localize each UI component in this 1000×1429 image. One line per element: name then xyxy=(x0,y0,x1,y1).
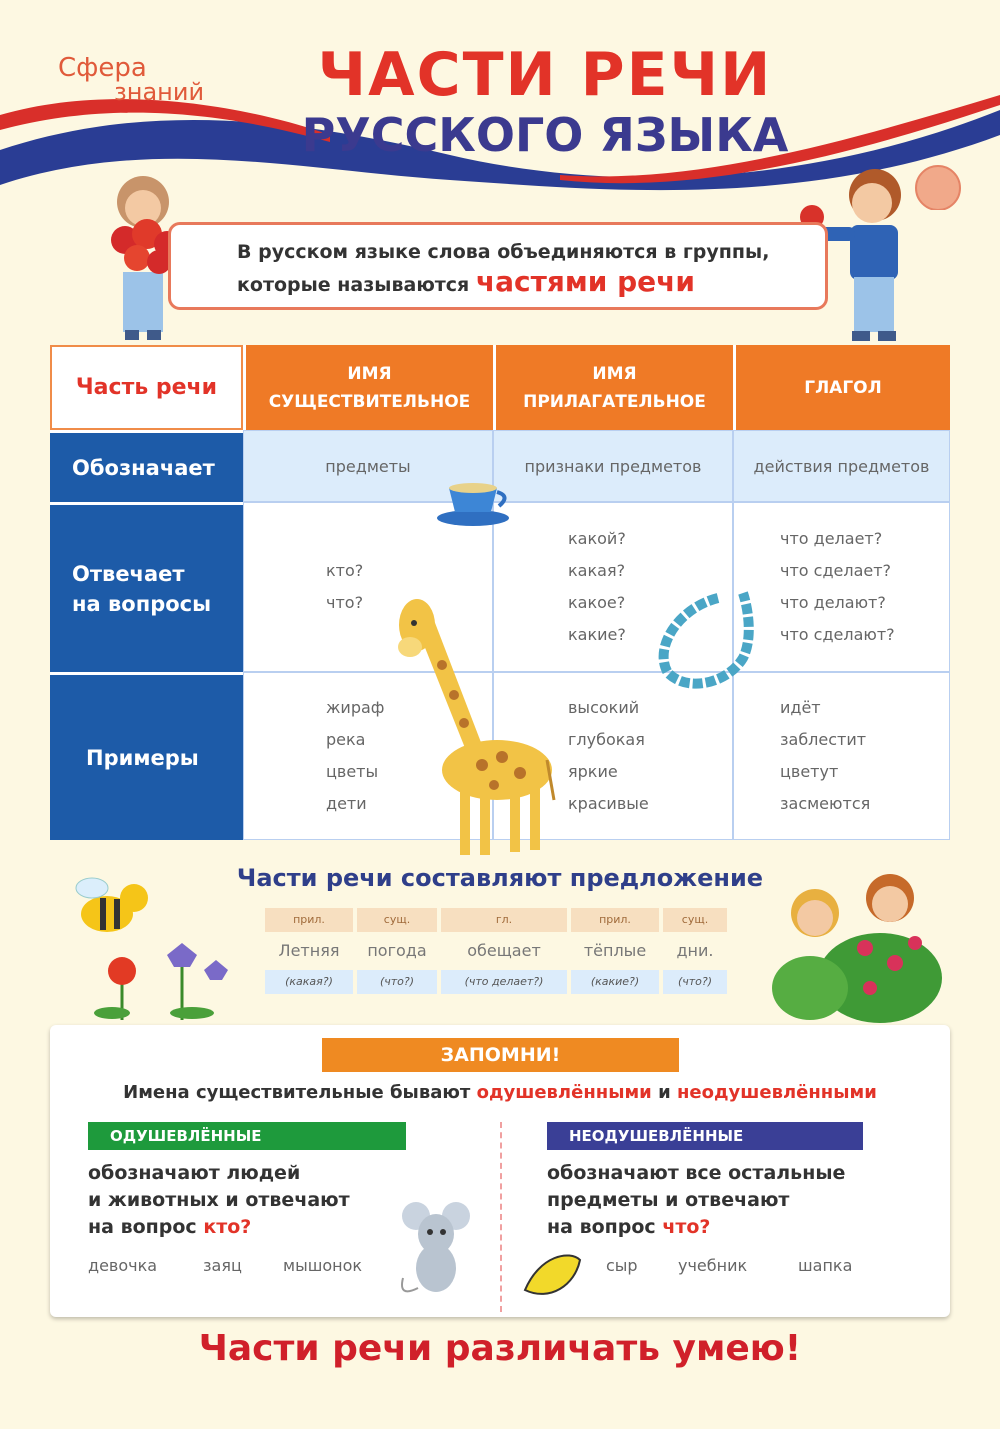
logo-line1: Сфера xyxy=(58,53,147,83)
example-sentence xyxy=(265,908,740,994)
rule-start: Имена существительные бывают xyxy=(123,1082,471,1103)
word-question: (что делает?) xyxy=(441,970,567,994)
intro-box xyxy=(168,222,828,310)
inanimate-example: шапка xyxy=(798,1256,853,1275)
bee-illustration xyxy=(62,866,152,946)
inanimate-example: учебник xyxy=(678,1256,748,1275)
word-question: (какая?) xyxy=(265,970,353,994)
sentence-word: Летняя xyxy=(278,941,340,960)
flowers-illustration xyxy=(92,935,237,1020)
animate-desc-text: на вопрос xyxy=(88,1216,197,1238)
question-item: какая? xyxy=(568,561,626,580)
page-title: ЧАСТИ РЕЧИ xyxy=(317,40,773,110)
footer-slogan: Части речи различать умею! xyxy=(198,1328,802,1369)
intro-line1: В русском языке слова объединяются в группы, xyxy=(237,241,770,263)
question-item: что? xyxy=(326,593,364,612)
question-item: что делают? xyxy=(780,593,886,612)
sentence-word: тёплые xyxy=(583,941,647,960)
sentence-question-row xyxy=(265,970,740,994)
animate-desc-line2: и животных и отвечают xyxy=(88,1189,350,1211)
intro-line2-text: которые называются xyxy=(237,274,470,296)
verb-header-label: ГЛАГОЛ xyxy=(804,377,882,398)
intro-line2 xyxy=(237,267,825,300)
rule-animate: одушевлёнными xyxy=(476,1082,652,1103)
inanimate-question: что? xyxy=(662,1216,711,1238)
animate-example: девочка xyxy=(88,1256,158,1275)
examples-verb xyxy=(733,672,950,840)
example-word: засмеются xyxy=(780,794,871,813)
question-item: кто? xyxy=(326,561,364,580)
sentence-word-row xyxy=(265,932,740,970)
animate-question: кто? xyxy=(203,1216,252,1238)
example-word: красивые xyxy=(568,794,649,813)
table-corner-header: Часть речи xyxy=(50,345,243,430)
example-word: цветы xyxy=(326,762,379,781)
sentence-word: дни. xyxy=(676,941,714,960)
question-item: какой? xyxy=(568,529,626,548)
question-item: что сделает? xyxy=(780,561,892,580)
intro-highlight: частями речи xyxy=(475,265,695,298)
answers-label-line2: на вопросы xyxy=(72,591,212,616)
question-item: что сделают? xyxy=(780,625,895,644)
example-word: яркие xyxy=(568,762,618,781)
example-word: высокий xyxy=(568,698,640,717)
inanimate-desc-text: на вопрос xyxy=(547,1216,656,1238)
inanimate-examples xyxy=(606,1256,896,1275)
adjective-header-line1: ИМЯ xyxy=(592,363,637,384)
animate-label: ОДУШЕВЛЁННЫЕ xyxy=(88,1122,406,1150)
rule-inanimate: неодушевлёнными xyxy=(676,1082,877,1103)
animate-desc-line1: обозначают людей xyxy=(88,1162,301,1184)
noun-header-line1: ИМЯ xyxy=(347,363,392,384)
pos-label: сущ. xyxy=(663,908,727,932)
pos-label: гл. xyxy=(441,908,567,932)
example-word: река xyxy=(326,730,366,749)
mouse-illustration xyxy=(398,1198,478,1298)
column-header-verb xyxy=(733,345,950,430)
word-question: (что?) xyxy=(357,970,437,994)
inanimate-example: сыр xyxy=(606,1256,638,1275)
answers-label-line1: Отвечает xyxy=(72,561,185,586)
example-word: заблестит xyxy=(780,730,867,749)
pos-label: сущ. xyxy=(357,908,437,932)
example-word: цветут xyxy=(780,762,839,781)
giraffe-illustration xyxy=(382,595,557,860)
pos-label: прил. xyxy=(265,908,353,932)
column-header-adjective xyxy=(493,345,733,430)
sentence-word: обещает xyxy=(467,941,541,960)
example-word: дети xyxy=(326,794,367,813)
logo-line2: знаний xyxy=(114,78,205,106)
page-subtitle: РУССКОГО ЯЗЫКА xyxy=(301,108,789,162)
animate-description xyxy=(88,1160,408,1241)
row-label-answers xyxy=(50,502,243,672)
remember-badge: ЗАПОМНИ! xyxy=(322,1038,679,1072)
means-verb: действия предметов xyxy=(733,430,950,502)
row-label-means: Обозначает xyxy=(50,430,243,502)
word-question: (что?) xyxy=(663,970,727,994)
question-item: какие? xyxy=(568,625,626,644)
animate-example: заяц xyxy=(203,1256,242,1275)
animate-examples xyxy=(88,1256,388,1275)
remember-rule xyxy=(50,1082,950,1103)
questions-verb xyxy=(733,502,950,672)
rule-and: и xyxy=(658,1082,671,1103)
inanimate-description xyxy=(547,1160,887,1241)
pos-label: прил. xyxy=(571,908,659,932)
row-label-examples: Примеры xyxy=(50,672,243,840)
inanimate-desc-line1: обозначают все остальные xyxy=(547,1162,846,1184)
sentence-section-title: Части речи составляют предложение xyxy=(236,864,764,892)
example-word: жираф xyxy=(326,698,385,717)
children-in-bushes-illustration xyxy=(770,868,945,1023)
animate-desc-line3 xyxy=(88,1214,408,1241)
example-word: идёт xyxy=(780,698,821,717)
cheese-illustration xyxy=(520,1250,585,1305)
example-word: глубокая xyxy=(568,730,645,749)
word-question: (какие?) xyxy=(571,970,659,994)
question-item: какое? xyxy=(568,593,626,612)
inanimate-desc-line2: предметы и отвечают xyxy=(547,1189,790,1211)
inanimate-label: НЕОДУШЕВЛЁННЫЕ xyxy=(547,1122,863,1150)
means-noun: предметы xyxy=(243,430,493,502)
sentence-pos-row xyxy=(265,908,740,932)
teacup-illustration xyxy=(435,478,515,528)
question-item: что делает? xyxy=(780,529,883,548)
columns-divider xyxy=(500,1122,502,1312)
adjective-header-line2: ПРИЛАГАТЕЛЬНОЕ xyxy=(523,391,706,412)
inanimate-desc-line3 xyxy=(547,1214,887,1241)
bead-necklace-illustration xyxy=(648,588,760,700)
means-adjective: признаки предметов xyxy=(493,430,733,502)
sentence-word: погода xyxy=(367,941,427,960)
animate-example: мышонок xyxy=(283,1256,363,1275)
column-header-noun xyxy=(243,345,493,430)
noun-header-line2: СУЩЕСТВИТЕЛЬНОЕ xyxy=(268,391,471,412)
